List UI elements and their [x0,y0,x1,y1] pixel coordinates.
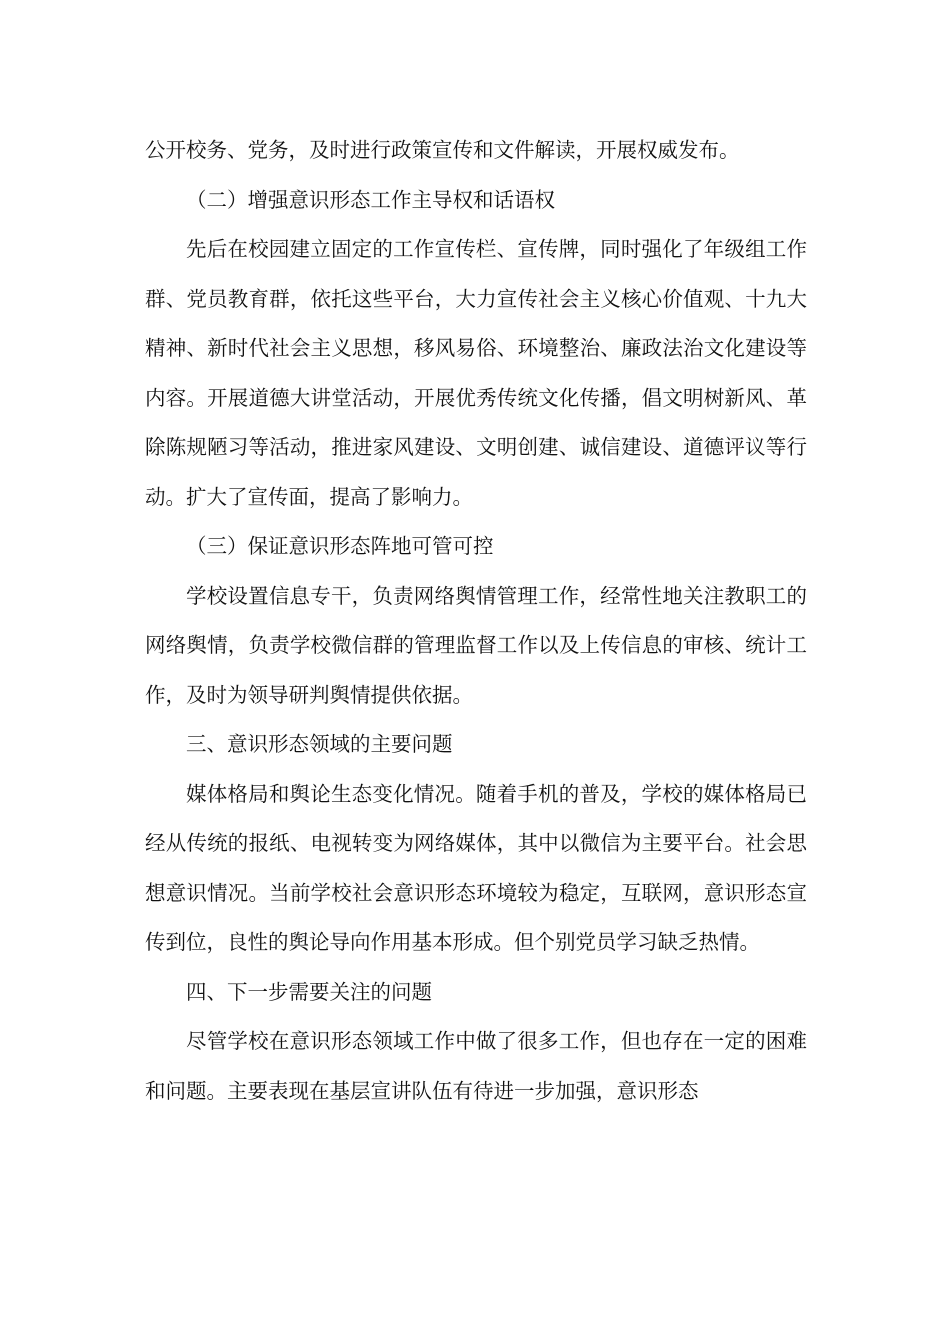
paragraph-publicity: 先后在校园建立固定的工作宣传栏、宣传牌，同时强化了年级组工作群、党员教育群，依托这些平台，大力宣传社会主义核心价值观、十九大精神、新时代社会主义思想，移风易俗、环境整治、廉政法治文化建设等内容。开展道德大讲堂活动，开展优秀传统文化传播，倡文明树新风、革除陈规陋习等活动，推进家风建设、文明创建、诚信建设、道德评议等行动。扩大了宣传面，提高了影响力。 [145,237,807,509]
document-body [145,126,807,1116]
paragraph-difficulties: 尽管学校在意识形态领域工作中做了很多工作，但也存在一定的困难和问题。主要表现在基层宣讲队伍有待进一步加强，意识形态 [145,1029,807,1103]
section-heading-problems: 三、意识形态领域的主要问题 [186,732,453,756]
section-heading-2: （二）增强意识形态工作主导权和话语权 [186,187,555,212]
paragraph-continuation: 公开校务、党务，及时进行政策宣传和文件解读，开展权威发布。 [145,138,740,162]
paragraph-media: 媒体格局和舆论生态变化情况。随着手机的普及，学校的媒体格局已经从传统的报纸、电视转变为网络媒体，其中以微信为主要平台。社会思想意识情况。当前学校社会意识形态环境较为稳定，互联网，意识形态宣传到位，良性的舆论导向作用基本形成。但个别党员学习缺乏热情。 [145,781,807,954]
section-heading-next-steps: 四、下一步需要关注的问题 [186,979,432,1004]
section-heading-3: （三）保证意识形态阵地可管可控 [186,534,494,558]
paragraph-info-officer: 学校设置信息专干，负责网络舆情管理工作，经常性地关注教职工的网络舆情，负责学校微信群的管理监督工作以及上传信息的审核、统计工作，及时为领导研判舆情提供依据。 [145,583,807,707]
